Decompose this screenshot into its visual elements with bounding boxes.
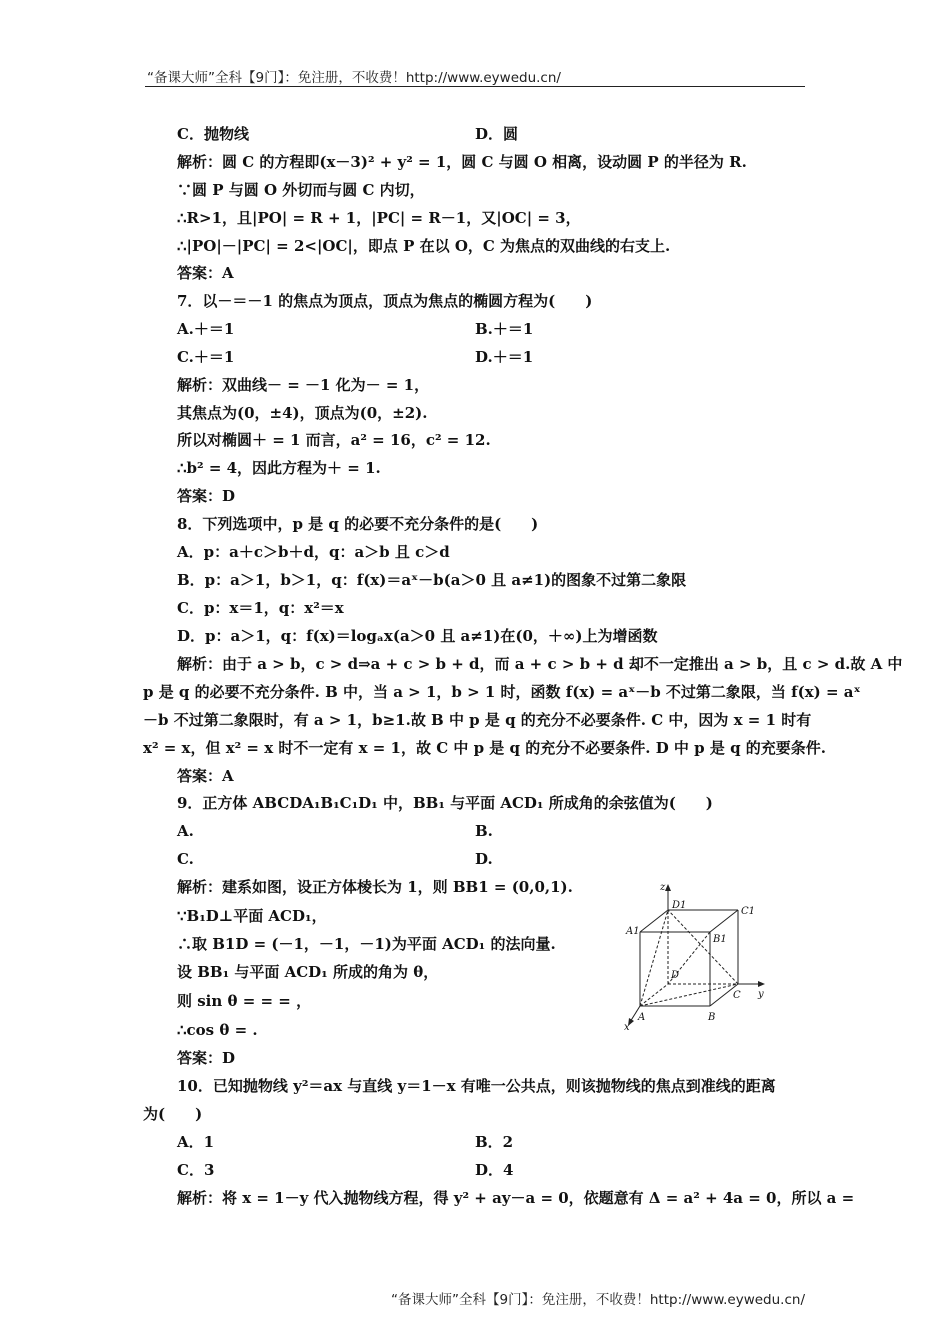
figure-label: x — [624, 1022, 630, 1032]
q7-option-d: D.＋＝1 — [475, 348, 534, 366]
q9-solution-line: ∵B₁D⊥平面 ACD₁， — [177, 907, 327, 925]
q6-solution-line: ∴|PO|－|PC| = 2<|OC|，即点 P 在以 O，C 为焦点的双曲线的右支上. — [177, 237, 671, 255]
q9-option-b: B. — [475, 822, 493, 840]
cube-coordinate-figure — [620, 880, 770, 1032]
figure-label: B — [708, 1012, 716, 1023]
q7-stem: 7．以－＝－1 的焦点为顶点，顶点为焦点的椭圆方程为( ) — [177, 292, 593, 310]
q7-solution-line: 其焦点为(0，±4)，顶点为(0，±2). — [177, 404, 428, 422]
q7-solution-line: 解析：双曲线－ = －1 化为－ = 1， — [177, 376, 430, 394]
q6-option-d: D．圆 — [475, 125, 519, 143]
q6-solution-line: ∴R>1，且|PO| = R + 1，|PC| = R－1，又|OC| = 3， — [177, 209, 581, 227]
q9-answer: 答案：D — [177, 1049, 236, 1067]
q8-stem: 8．下列选项中，p 是 q 的必要不充分条件的是( ) — [177, 515, 539, 533]
q7-option-b: B.＋＝1 — [475, 320, 534, 338]
q8-option-c: C．p：x＝1，q：x²＝x — [177, 599, 344, 617]
figure-label: B1 — [713, 934, 727, 945]
q9-option-c: C. — [177, 850, 194, 868]
q7-solution-line: 所以对椭圆＋ = 1 而言，a² = 16，c² = 12. — [177, 431, 491, 449]
q9-solution-line: 解析：建系如图，设正方体棱长为 1，则 BB1 = (0,0,1). — [177, 878, 573, 896]
q8-option-b: B．p：a＞1，b＞1，q：f(x)＝aˣ－b(a＞0 且 a≠1)的图象不过第二象限 — [177, 571, 687, 589]
figure-label: D1 — [672, 900, 687, 911]
q9-solution-line: 设 BB₁ 与平面 ACD₁ 所成的角为 θ， — [177, 963, 439, 981]
figure-label: A — [638, 1012, 646, 1023]
q9-stem: 9．正方体 ABCDA₁B₁C₁D₁ 中，BB₁ 与平面 ACD₁ 所成角的余弦值为( ) — [177, 794, 713, 812]
q10-option-b: B．2 — [475, 1133, 514, 1151]
q8-answer: 答案：A — [177, 767, 234, 785]
q10-option-c: C．3 — [177, 1161, 215, 1179]
figure-label: C — [733, 990, 741, 1001]
q10-solution-line: 解析：将 x = 1－y 代入抛物线方程，得 y² + ay－a = 0，依题意有 Δ = a² + 4a = 0，所以 a = — [177, 1189, 855, 1207]
q8-option-a: A．p：a＋c＞b＋d，q：a＞b 且 c＞d — [177, 543, 450, 561]
q7-option-c: C.＋＝1 — [177, 348, 235, 366]
q9-option-d: D. — [475, 850, 493, 868]
q7-solution-line: ∴b² = 4，因此方程为＋ = 1. — [177, 459, 381, 477]
q8-solution-line: －b 不过第二象限时，有 a > 1，b≥1.故 B 中 p 是 q 的充分不必要条件. C 中，因为 x = 1 时有 — [143, 711, 812, 729]
header-rule — [145, 86, 805, 87]
q9-solution-line: ∴取 B1D = (－1，－1，－1)为平面 ACD₁ 的法向量. — [177, 935, 556, 953]
q6-option-c: C．抛物线 — [177, 125, 249, 143]
q6-answer: 答案：A — [177, 264, 234, 282]
q9-solution-line: ∴cos θ = . — [177, 1021, 258, 1039]
page-header: “备课大师”全科【9门】：免注册，不收费！http://www.eywedu.cn/ — [147, 70, 561, 86]
q9-option-a: A. — [177, 822, 194, 840]
figure-label: C1 — [741, 906, 756, 917]
q8-option-d: D．p：a＞1，q：f(x)＝logₐx(a＞0 且 a≠1)在(0，＋∞)上为增函数 — [177, 627, 658, 645]
q7-answer: 答案：D — [177, 487, 236, 505]
q10-stem: 10．已知抛物线 y²＝ax 与直线 y＝1－x 有唯一公共点，则该抛物线的焦点到准线的距离 — [177, 1077, 776, 1095]
q10-option-a: A．1 — [177, 1133, 215, 1151]
q10-option-d: D．4 — [475, 1161, 514, 1179]
figure-label: D — [671, 970, 680, 981]
figure-label: y — [758, 989, 764, 1000]
q10-stem-cont: 为( ) — [143, 1105, 203, 1123]
page-footer: “备课大师”全科【9门】：免注册，不收费！http://www.eywedu.cn/ — [391, 1292, 805, 1308]
figure-label: A1 — [626, 926, 640, 937]
q8-solution-line: p 是 q 的必要不充分条件. B 中，当 a > 1，b > 1 时，函数 f(x) = aˣ－b 不过第二象限，当 f(x) = aˣ — [143, 683, 861, 701]
q6-solution-line: 解析：圆 C 的方程即(x－3)² + y² = 1，圆 C 与圆 O 相离，设动圆 P 的半径为 R. — [177, 153, 747, 171]
q8-solution-line: 解析：由于 a > b，c > d⇒a + c > b + d，而 a + c > b + d 却不一定推出 a > b，且 c > d.故 A 中 — [177, 655, 903, 673]
q9-solution-line: 则 sin θ = = = ， — [177, 992, 312, 1010]
q8-solution-line: x² = x，但 x² = x 时不一定有 x = 1，故 C 中 p 是 q 的充分不必要条件. D 中 p 是 q 的充要条件. — [143, 739, 827, 757]
q7-option-a: A.＋＝1 — [177, 320, 235, 338]
q6-solution-line: ∵圆 P 与圆 O 外切而与圆 C 内切， — [177, 181, 425, 199]
figure-label: z — [660, 882, 666, 893]
